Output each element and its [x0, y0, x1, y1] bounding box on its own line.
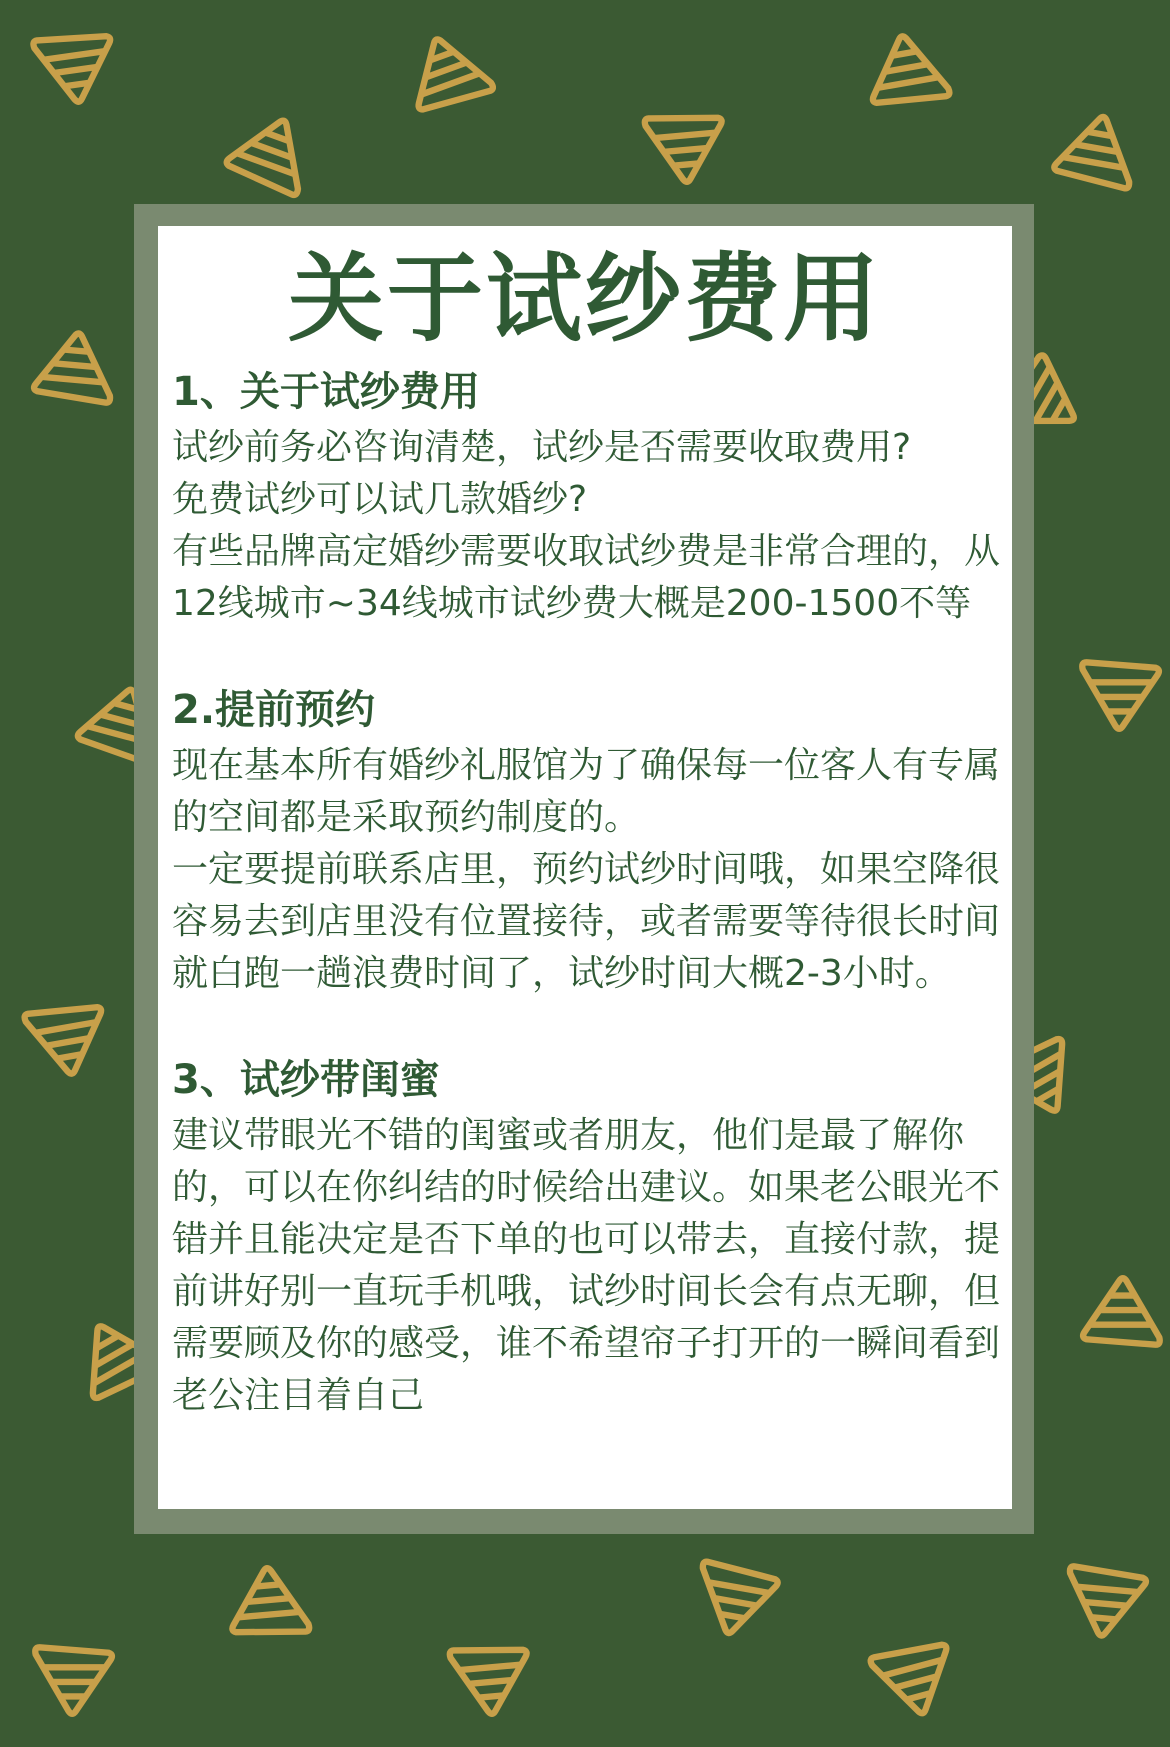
gold-triangle-icon — [854, 21, 959, 118]
gold-triangle-icon — [1075, 1270, 1167, 1352]
section-bring-friend — [158, 1052, 1012, 1422]
gold-triangle-icon — [1057, 1558, 1156, 1648]
gold-triangle-icon — [1075, 655, 1167, 737]
gold-triangle-icon — [637, 104, 736, 194]
page-title: 关于试纱费用 — [288, 243, 882, 355]
gold-triangle-icon — [442, 1636, 541, 1726]
section-paragraph: 试纱前务必咨询清楚，试纱是否需要收取费用? — [172, 427, 912, 468]
gold-triangle-icon — [1044, 101, 1149, 198]
gold-triangle-icon — [684, 1553, 789, 1650]
section-paragraph: 一定要提前联系店里，预约试纱时间哦，如果空降很容易去到店里没有位置接待，或者需要等待很长时间就白跑一趟浪费时间了，试纱时间大概2-3小时。 — [172, 849, 1001, 994]
section-paragraph: 免费试纱可以试几款婚纱? — [172, 479, 588, 520]
content-card — [158, 226, 1012, 1509]
gold-triangle-icon — [28, 1640, 120, 1722]
section-trial-fee — [158, 364, 1012, 630]
gold-triangle-icon — [214, 97, 328, 206]
section-paragraph: 现在基本所有婚纱礼服馆为了确保每一位客人有专属的空间都是采取预约制度的。 — [172, 745, 1001, 838]
gold-triangle-icon — [16, 993, 121, 1090]
gold-triangle-icon — [861, 1629, 971, 1732]
section-heading: 1、关于试纱费用 — [172, 369, 480, 415]
section-heading: 2.提前预约 — [172, 687, 376, 733]
section-heading: 3、试纱带闺蜜 — [172, 1057, 440, 1103]
gold-triangle-icon — [25, 22, 128, 116]
gold-triangle-icon — [25, 321, 124, 411]
gold-triangle-icon — [219, 1556, 318, 1646]
section-paragraph: 建议带眼光不错的闺蜜或者朋友，他们是最了解你的，可以在你纠结的时候给出建议。如果老公眼光不错并且能决定是否下单的也可以带去，直接付款，提前讲好别一直玩手机哦，试纱时间长会有点无聊，但需要顾及你的感受，谁不希望帘子打开的一瞬间看到老公注目着自己 — [172, 1115, 1001, 1416]
section-reservation — [158, 682, 1012, 1000]
gold-triangle-icon — [389, 17, 503, 126]
section-paragraph: 有些品牌高定婚纱需要收取试纱费是非常合理的，从12线城市~34线城市试纱费大概是200-1500不等 — [172, 531, 1001, 624]
